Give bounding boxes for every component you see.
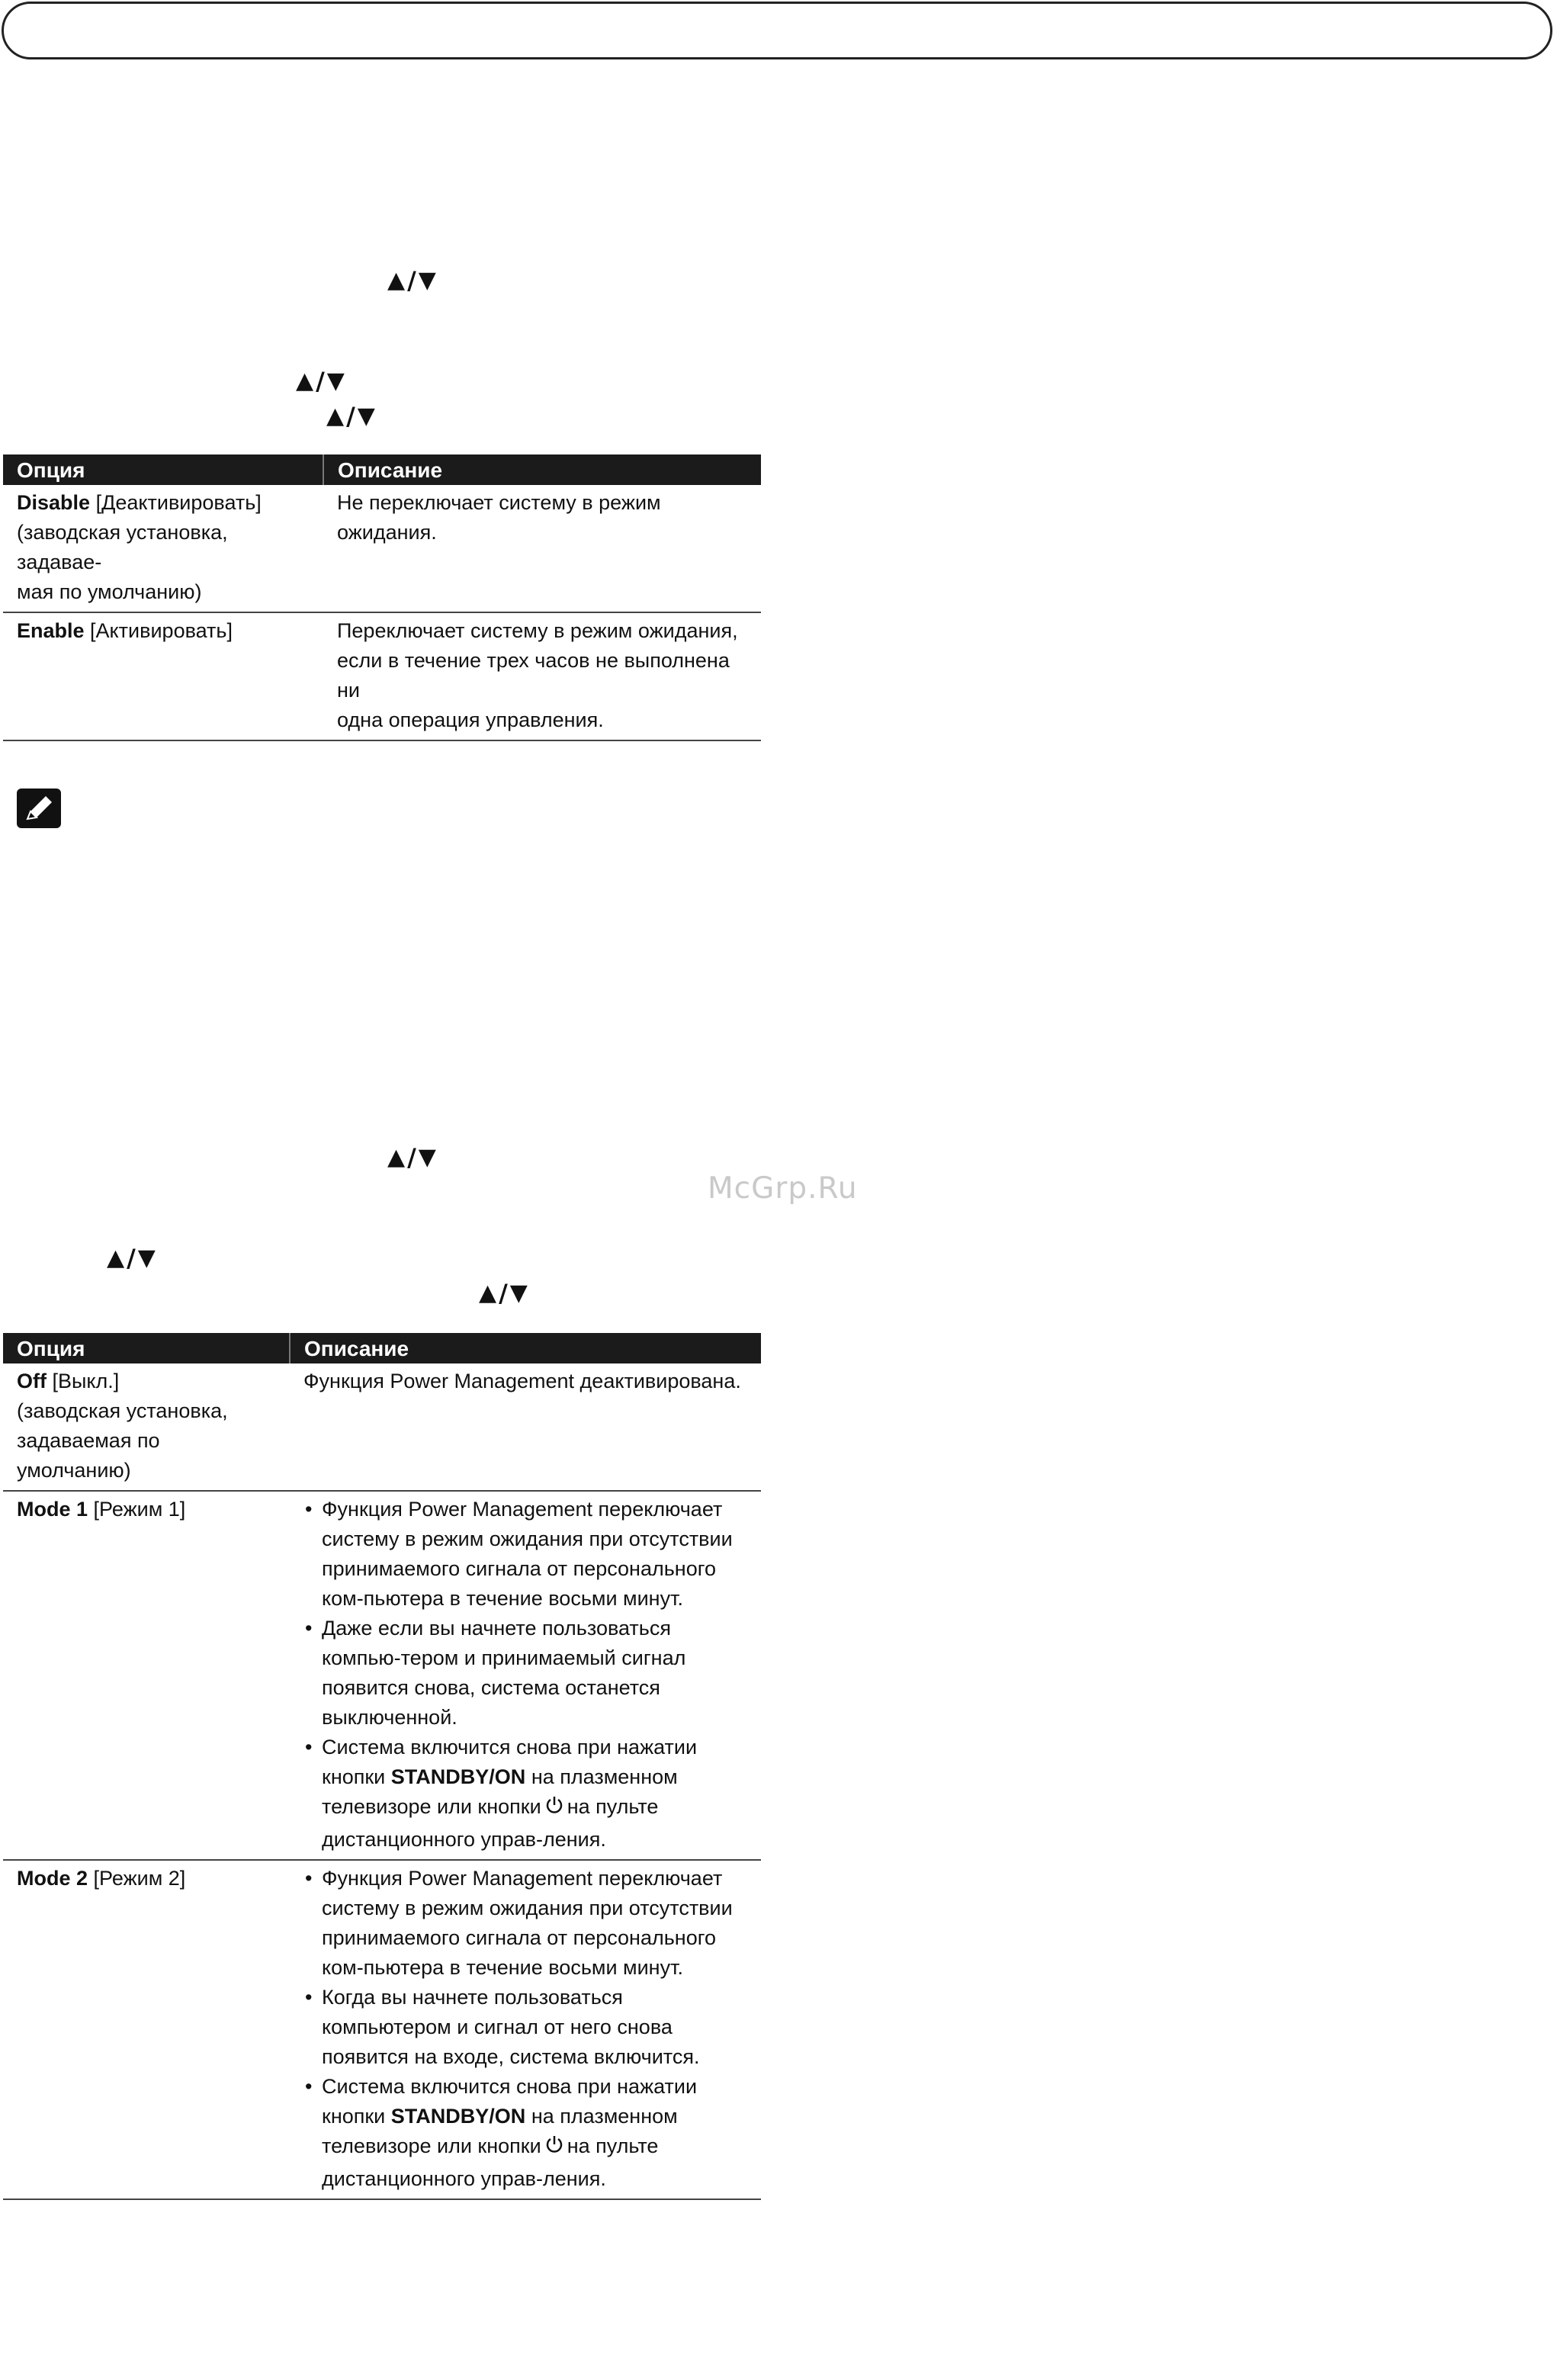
option-name: Mode 1 xyxy=(17,1498,88,1521)
power-icon xyxy=(544,1795,564,1825)
option-cell xyxy=(3,1491,290,1860)
standby-on-button-label: STANDBY/ON xyxy=(390,2105,526,2128)
up-down-arrows-icon: ▲ / ▼ xyxy=(387,266,436,295)
up-arrow-icon: ▲ xyxy=(479,1280,497,1306)
list-item: • Функция Power Management переключает систему в режим ожидания при отсутствии принимаемого сигнала от персонального ком-пьютера в течение восьми минут. xyxy=(303,1864,747,1983)
down-arrow-icon: ▼ xyxy=(509,1280,528,1306)
down-arrow-icon: ▼ xyxy=(326,368,345,394)
list-item: • Когда вы начнете пользоваться компьютером и сигнал от него снова появится на входе, система включится. xyxy=(303,1983,747,2072)
column-header-option: Опция xyxy=(3,1333,290,1363)
table-header-row xyxy=(3,454,761,485)
up-arrow-icon: ▲ xyxy=(326,403,345,429)
description-text: если в течение трех часов не выполнена ни xyxy=(337,649,730,702)
option-cell xyxy=(3,1363,290,1491)
option-cell xyxy=(3,1860,290,2199)
page-header-bar xyxy=(2,2,1552,59)
option-cell xyxy=(3,612,323,740)
up-arrow-icon: ▲ xyxy=(107,1245,125,1271)
up-arrow-icon: ▲ xyxy=(296,368,314,394)
option-name-translation: [Режим 1] xyxy=(93,1498,186,1521)
down-arrow-icon: ▼ xyxy=(357,403,375,429)
description-cell xyxy=(323,485,761,612)
column-header-option: Опция xyxy=(3,454,323,485)
option-name-translation: [Деактивировать] xyxy=(95,491,262,514)
option-cell xyxy=(3,485,323,612)
down-arrow-icon: ▼ xyxy=(418,1144,436,1171)
option-name: Off xyxy=(17,1370,47,1392)
option-name-translation: [Выкл.] xyxy=(52,1370,120,1392)
description-bullet-list xyxy=(303,1864,747,2194)
list-item: • Система включится снова при нажатии кнопки STANDBY/ON на плазменном телевизоре или кнопки на пульте дистанционного управ-ления. xyxy=(303,1733,747,1855)
option-note: (заводская установка, задавае- xyxy=(17,521,228,573)
watermark: McGrp.Ru xyxy=(708,1171,858,1206)
option-name: Enable xyxy=(17,619,85,642)
option-name-translation: [Режим 2] xyxy=(93,1867,186,1890)
list-item: • Система включится снова при нажатии кнопки STANDBY/ON на плазменном телевизоре или кнопки на пульте дистанционного управ-ления. xyxy=(303,2072,747,2194)
table-row xyxy=(3,1860,761,2199)
description-text: Переключает систему в режим ожидания, xyxy=(337,619,738,642)
up-down-arrows-icon: ▲ / ▼ xyxy=(387,1143,436,1172)
up-down-arrows-icon: ▲ / ▼ xyxy=(479,1279,528,1308)
description-cell xyxy=(290,1363,761,1491)
description-cell xyxy=(290,1860,761,2199)
down-arrow-icon: ▼ xyxy=(137,1245,156,1271)
standby-on-button-label: STANDBY/ON xyxy=(390,1765,526,1788)
description-cell xyxy=(323,612,761,740)
option-name-translation: [Активировать] xyxy=(90,619,233,642)
option-table-power-management xyxy=(3,1333,761,2200)
description-text: одна операция управления. xyxy=(337,708,604,731)
table-row xyxy=(3,1363,761,1491)
description-text: Функция Power Management деактивирована. xyxy=(303,1370,741,1392)
option-note: задаваемая по умолчанию) xyxy=(17,1429,160,1482)
up-down-arrows-icon: ▲ / ▼ xyxy=(107,1244,156,1273)
up-down-arrows-icon: ▲ / ▼ xyxy=(296,367,345,396)
table-header-row xyxy=(3,1333,761,1363)
table-row xyxy=(3,485,761,612)
up-arrow-icon: ▲ xyxy=(387,1144,406,1171)
up-arrow-icon: ▲ xyxy=(387,267,406,294)
description-bullet-list xyxy=(303,1495,747,1855)
description-cell xyxy=(290,1491,761,1860)
power-icon xyxy=(544,2134,564,2164)
table-row xyxy=(3,612,761,740)
down-arrow-icon: ▼ xyxy=(418,267,436,294)
table-row xyxy=(3,1491,761,1860)
column-header-description: Описание xyxy=(323,454,761,485)
option-name: Mode 2 xyxy=(17,1867,88,1890)
column-header-description: Описание xyxy=(290,1333,761,1363)
option-note: мая по умолчанию) xyxy=(17,580,202,603)
list-item: • Даже если вы начнете пользоваться компью-тером и принимаемый сигнал появится снова, система останется выключенной. xyxy=(303,1614,747,1733)
option-table-auto-standby xyxy=(3,454,761,741)
option-note: (заводская установка, xyxy=(17,1399,228,1422)
up-down-arrows-icon: ▲ / ▼ xyxy=(326,402,375,431)
option-name: Disable xyxy=(17,491,91,514)
list-item: • Функция Power Management переключает систему в режим ожидания при отсутствии принимаемого сигнала от персонального ком-пьютера в течение восьми минут. xyxy=(303,1495,747,1614)
description-text: Не переключает систему в режим ожидания. xyxy=(337,491,661,544)
note-pencil-icon xyxy=(17,789,61,828)
